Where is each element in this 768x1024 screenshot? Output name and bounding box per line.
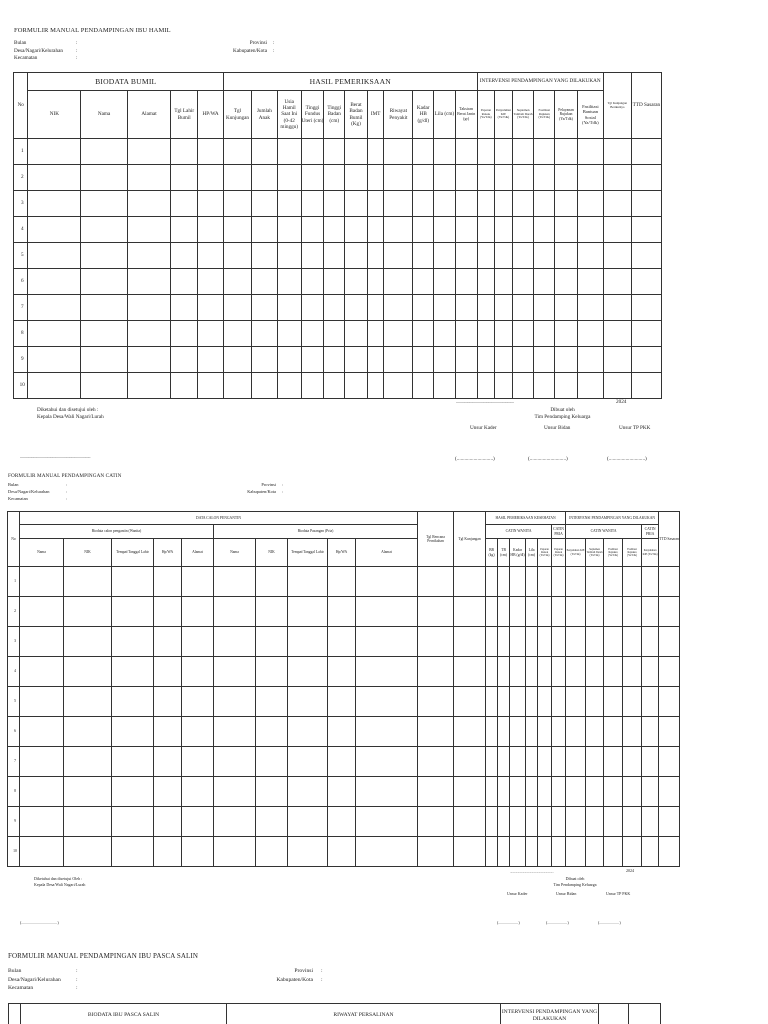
col-riwayat: Riwayat Penyakit — [384, 91, 413, 139]
col-tgl-rencana: Tgl Rencana Pernikahan — [418, 512, 454, 567]
sign-par-kader: (....................) — [497, 920, 520, 925]
sign-unsur-bidan: Unsur Bidan — [544, 425, 571, 431]
row-number: 8 — [8, 777, 20, 807]
row-number: 1 — [14, 139, 28, 165]
group-intervensi: INTERVENSI PENDAMPINGAN YANG DILAKUKAN — [477, 73, 603, 91]
meta-desa: Desa/Nagari/Kelurahan : — [14, 47, 78, 54]
meta-kecamatan: Kecamatan : — [8, 985, 78, 991]
col-alamat-w: Alamat — [182, 539, 214, 567]
col-paparan: Paparan Rokok (Ya/Tdk) — [477, 91, 495, 139]
group-riwayat: RIWAYAT PERSALINAN — [227, 1004, 501, 1024]
row-number: 8 — [14, 321, 28, 347]
col-tfu: Tinggi Fundus Uteri (cm) — [301, 91, 324, 139]
col-alamat: Alamat — [127, 91, 170, 139]
sign-unsur-kader: Unsur Kader — [470, 425, 497, 431]
col-tb: TB (cm) — [498, 539, 510, 567]
group-hasil: HASIL PEMERIKSAAN KESEHATAN — [486, 512, 566, 525]
meta-kabupaten: Kabupaten/Kota : — [233, 47, 275, 54]
col-nik: NIK — [28, 91, 81, 139]
col-no: No — [8, 512, 20, 567]
sign-year: 2024 — [626, 868, 634, 873]
col-lila: Lila (cm) — [434, 91, 456, 139]
meta-right — [266, 967, 329, 984]
sign-par-pkk: (....................) — [598, 920, 621, 925]
row-number: 10 — [8, 837, 20, 867]
row-number: 10 — [14, 373, 28, 399]
sign-unsur-pkk: Unsur TP PKK — [606, 891, 631, 896]
sign-kepala-desa: Diketahui dan disetujui Oleh : Kepala Desa/Wali Nagari/Lurah — [34, 876, 86, 887]
meta-provinsi: Provinsi : — [294, 968, 323, 974]
row-number: 6 — [14, 269, 28, 295]
col-tgl-kunjungan: Tgl Kunjungan — [454, 512, 486, 567]
col-rujukan-2: Fasilitasi Rujukan (Ya/Tdk) — [623, 539, 642, 567]
meta-kabupaten: Kabupaten/Kota : — [247, 489, 284, 494]
group-catin-wanita-hasil: CATIN WANITA — [486, 525, 552, 539]
col-rujukan: Fasilitasi Rujukan (Ya/Tdk) — [604, 539, 623, 567]
group-catin-pria-intervensi: CATIN PRIA — [642, 525, 659, 539]
meta-bulan: Bulan : — [8, 482, 68, 487]
col-nik-w: NIK — [64, 539, 112, 567]
group-biodata: BIODATA BUMIL — [28, 73, 224, 91]
col-ttd: TTD Sasaran — [631, 73, 661, 139]
row-number: 5 — [8, 687, 20, 717]
form-title: FORMULIR MANUAL PENDAMPINGAN IBU HAMIL — [14, 27, 171, 34]
col-pelayanan: Pelayanan Rujukan (Ya/Tdk) — [555, 91, 578, 139]
col-hp: HP/WA — [198, 91, 224, 139]
group-biodata: BIODATA IBU PASCA SALIN — [21, 1004, 227, 1024]
meta-bulan: Bulan : — [8, 968, 78, 974]
meta-desa: Desa/Nagari/Kelurahan : — [8, 976, 78, 983]
meta-provinsi: Provinsi : — [261, 482, 284, 487]
header-row-1 — [9, 1004, 661, 1024]
row-number: 3 — [8, 627, 20, 657]
col-penyuluhan: Penyuluhan KIE (Ya/Tdk) — [495, 91, 513, 139]
group-wanita: Biodata calon pengantin (Wanita) — [20, 525, 214, 539]
col-extra-2 — [629, 1004, 661, 1024]
col-tgl-lahir: Tgl Lahir Bumil — [171, 91, 198, 139]
group-intervensi: INTERVENSI PENDAMPINGAN YANG DILAKUKAN — [501, 1004, 599, 1024]
group-catin-pria-hasil: CATIN PRIA — [552, 525, 566, 539]
col-hp-p: Hp/WA — [328, 539, 356, 567]
col-nama-p: Nama — [214, 539, 256, 567]
meta-kecamatan: Kecamatan : — [8, 496, 68, 501]
col-ttl-w: Tempat/Tanggal Lahir — [112, 539, 154, 567]
col-tgl-berikut: Tgl Kunjungan Berikutnya — [603, 73, 631, 139]
row-number: 7 — [14, 295, 28, 321]
meta-kabupaten: Kabupaten/Kota : — [276, 976, 323, 983]
col-no — [9, 1004, 21, 1024]
col-ttd: TTD Sasaran — [659, 512, 680, 567]
col-jumlah-anak: Jumlah Anak — [251, 91, 277, 139]
meta-desa: Desa/Nagari/Kelurahan : — [8, 489, 68, 494]
sign-date-line: ............................................................. — [456, 400, 514, 405]
col-imt: IMT — [367, 91, 384, 139]
col-penyuluhan-w: Penyuluhan KIE (Ya/Tdk) — [566, 539, 586, 567]
sign-par-bidan: (............................) — [528, 456, 568, 462]
meta-provinsi: Provinsi : — [249, 40, 275, 46]
row-number: 5 — [14, 243, 28, 269]
sign-par-kader: (............................) — [455, 456, 495, 462]
col-hp-w: Hp/WA — [154, 539, 182, 567]
col-bansos: Fasilitasi Bantuan Sosial (Ya/Tdk) — [577, 91, 603, 139]
sign-kepala-line: .......................................................................... — [20, 455, 91, 460]
row-number: 9 — [8, 807, 20, 837]
col-ttl-p: Tempat/Tanggal Lahir — [288, 539, 328, 567]
sign-par-kepala: (....................................) — [20, 920, 59, 925]
col-nama-w: Nama — [20, 539, 64, 567]
col-penyuluhan-p: Penyuluhan KIE (Ya/Tdk) — [642, 539, 659, 567]
col-nama: Nama — [81, 91, 128, 139]
row-number: 1 — [8, 567, 20, 597]
row-number: 6 — [8, 717, 20, 747]
row-number: 2 — [14, 165, 28, 191]
sign-par-bidan: (....................) — [546, 920, 569, 925]
col-no: No — [14, 73, 28, 139]
col-extra-1 — [599, 1004, 629, 1024]
sign-par-pkk: (............................) — [607, 456, 647, 462]
sign-year: 2024 — [616, 399, 627, 405]
sign-dibuat: Dibuat oleh Tim Pendamping Keluarga — [534, 407, 591, 420]
row-number: 4 — [8, 657, 20, 687]
sign-dibuat: Dibuat oleh Tim Pendamping Keluarga — [553, 876, 597, 887]
meta-left — [8, 967, 84, 993]
col-nik-p: NIK — [256, 539, 288, 567]
group-data-calon: DATA CALON PENGANTIN — [20, 512, 418, 525]
sign-unsur-kader: Unsur Kader — [507, 891, 528, 896]
group-catin-wanita-intervensi: CATIN WANITA — [566, 525, 642, 539]
col-suplemen: Suplemen Tambah Darah (Ya/Tdk) — [512, 91, 534, 139]
col-hb: Kadar HB (g/dl) — [510, 539, 526, 567]
form-title: FORMULIR MANUAL PENDAMPINGAN IBU PASCA SALIN — [8, 952, 198, 960]
col-alamat-p: Alamat — [356, 539, 418, 567]
col-bb: BB (kg) — [486, 539, 498, 567]
meta-kecamatan: Kecamatan : — [14, 55, 78, 61]
col-paparan-w: Paparan Rokok (Ya/Tdk) — [538, 539, 552, 567]
col-bb: Berat Badan Bumil (Kg) — [345, 91, 368, 139]
row-number: 7 — [8, 747, 20, 777]
form-title: FORMULIR MANUAL PENDAMPINGAN CATIN — [8, 473, 122, 479]
row-number: 4 — [14, 217, 28, 243]
col-tb: Tinggi Badan (cm) — [324, 91, 345, 139]
col-usia-hamil: Usia Hamil Saat Ini (0-42 minggu) — [277, 91, 301, 139]
table-pasca-salin — [8, 1003, 661, 1024]
col-suplemen: Suplemen Tambah Darah (Ya/Tdk) — [586, 539, 604, 567]
meta-bulan: Bulan : — [14, 40, 78, 46]
col-tgl-kunjungan: Tgl Kunjungan — [224, 91, 252, 139]
row-number: 2 — [8, 597, 20, 627]
group-intervensi: INTERVENSI PENDAMPINGAN YANG DILAKUKAN — [566, 512, 659, 525]
sign-kepala-desa: Diketahui dan disetujui oleh : Kepala Desa/Wali Nagari/Lurah — [37, 407, 104, 420]
group-pria: Biodata Pasangan (Pria) — [214, 525, 418, 539]
sign-unsur-pkk: Unsur TP PKK — [619, 425, 651, 431]
group-hasil: HASIL PEMERIKSAAN — [224, 73, 478, 91]
col-hb: Kadar HB (g/dl) — [413, 91, 434, 139]
col-lila: Lila (cm) — [526, 539, 538, 567]
col-tbj: Taksiran Berat Janin (gr) — [455, 91, 477, 139]
sign-unsur-bidan: Unsur Bidan — [556, 891, 577, 896]
sign-date-line: .............................................................. — [510, 869, 554, 874]
col-fasilitasi-rujukan: Fasilitasi Rujukan (Ya/Tdk) — [534, 91, 555, 139]
row-number: 9 — [14, 347, 28, 373]
row-number: 3 — [14, 191, 28, 217]
col-paparan-p: Paparan Rokok (Ya/Tdk) — [552, 539, 566, 567]
